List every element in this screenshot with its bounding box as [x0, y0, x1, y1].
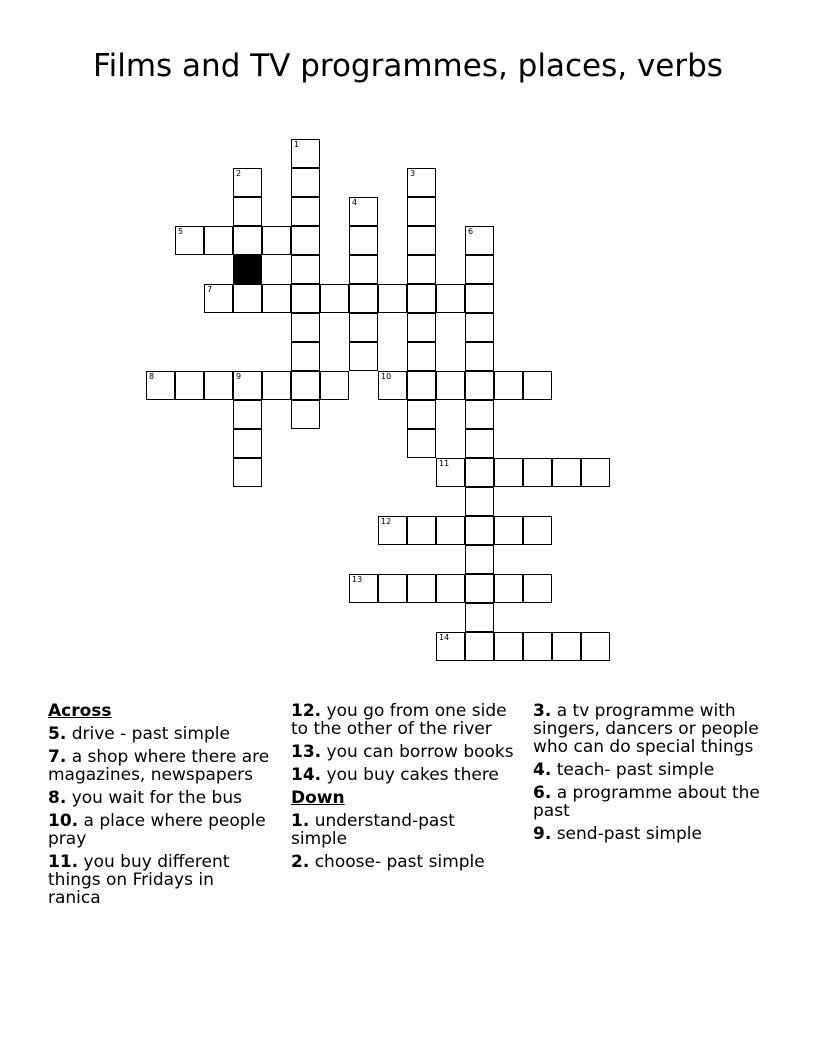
- grid-cell[interactable]: [291, 255, 320, 284]
- grid-cell[interactable]: [523, 516, 552, 545]
- clue-text: a shop where there are magazines, newspapers: [48, 747, 270, 785]
- grid-cell[interactable]: [436, 371, 465, 400]
- grid-cell[interactable]: [436, 632, 465, 661]
- cell-number: 2: [236, 169, 242, 178]
- cell-number: 10: [381, 372, 392, 381]
- grid-cell[interactable]: [407, 284, 436, 313]
- cell-number: 4: [352, 198, 358, 207]
- grid-cell[interactable]: [233, 168, 262, 197]
- clue-item: [291, 812, 516, 848]
- clue-item: [291, 853, 516, 871]
- grid-cell[interactable]: [465, 226, 494, 255]
- clue-number: 5.: [48, 724, 67, 744]
- clue-column-2: [291, 702, 516, 876]
- grid-cell[interactable]: [378, 371, 407, 400]
- grid-cell[interactable]: [465, 632, 494, 661]
- cell-number: 6: [468, 227, 474, 236]
- grid-cell[interactable]: [465, 284, 494, 313]
- clue-item: [533, 784, 768, 820]
- clue-number: 6.: [533, 783, 552, 803]
- clue-text: understand-past simple: [291, 811, 455, 849]
- clue-number: 1.: [291, 811, 310, 831]
- cell-number: 1: [294, 140, 300, 149]
- grid-cell[interactable]: [552, 458, 581, 487]
- grid-cell[interactable]: [291, 400, 320, 429]
- grid-cell[interactable]: [407, 313, 436, 342]
- clue-number: 13.: [291, 742, 322, 762]
- grid-cell[interactable]: [465, 545, 494, 574]
- cell-number: 7: [207, 285, 213, 294]
- grid-cell[interactable]: [436, 574, 465, 603]
- grid-cell[interactable]: [349, 574, 378, 603]
- across-header: Across: [48, 701, 112, 721]
- clue-number: 2.: [291, 852, 310, 872]
- grid-cell[interactable]: [291, 168, 320, 197]
- cell-number: 13: [352, 575, 363, 584]
- grid-cell[interactable]: [349, 226, 378, 255]
- grid-cell[interactable]: [581, 458, 610, 487]
- grid-cell[interactable]: [407, 197, 436, 226]
- grid-cell[interactable]: [204, 371, 233, 400]
- grid-cell[interactable]: [233, 400, 262, 429]
- clue-item: [48, 725, 270, 743]
- grid-cell[interactable]: [407, 226, 436, 255]
- clue-number: 12.: [291, 701, 322, 721]
- grid-cell[interactable]: [523, 458, 552, 487]
- grid-cell[interactable]: [465, 516, 494, 545]
- grid-cell[interactable]: [465, 255, 494, 284]
- grid-cell[interactable]: [465, 400, 494, 429]
- cell-number: 12: [381, 517, 392, 526]
- grid-cell[interactable]: [233, 429, 262, 458]
- clue-column-3: [533, 702, 768, 848]
- clue-text: teach- past simple: [551, 760, 715, 780]
- grid-cell[interactable]: [204, 284, 233, 313]
- grid-cell[interactable]: [349, 342, 378, 371]
- grid-cell[interactable]: [262, 371, 291, 400]
- grid-cell[interactable]: [262, 226, 291, 255]
- grid-cell[interactable]: [494, 632, 523, 661]
- clue-number: 11.: [48, 852, 79, 872]
- clue-item: [291, 743, 516, 761]
- clue-text: a tv programme with singers, dancers or people who can do special things: [533, 701, 759, 757]
- clue-item: [48, 853, 270, 907]
- grid-cell[interactable]: [494, 516, 523, 545]
- cell-number: 8: [149, 372, 155, 381]
- grid-cell[interactable]: [465, 429, 494, 458]
- grid-cell[interactable]: [378, 574, 407, 603]
- grid-cell[interactable]: [320, 284, 349, 313]
- across-clue-list-continued: [291, 702, 516, 784]
- grid-cell[interactable]: [349, 313, 378, 342]
- clue-item: [533, 761, 768, 779]
- clue-item: [533, 825, 768, 843]
- clue-number: 8.: [48, 788, 67, 808]
- clue-number: 4.: [533, 760, 552, 780]
- down-clue-list-continued: [533, 702, 768, 843]
- clue-number: 9.: [533, 824, 552, 844]
- grid-cell[interactable]: [378, 284, 407, 313]
- clue-text: a place where people pray: [48, 811, 266, 849]
- grid-cell[interactable]: [233, 197, 262, 226]
- grid-cell[interactable]: [349, 197, 378, 226]
- grid-cell[interactable]: [465, 603, 494, 632]
- down-header: Down: [291, 788, 345, 808]
- clue-number: 10.: [48, 811, 79, 831]
- clue-text: you can borrow books: [321, 742, 514, 762]
- grid-cell[interactable]: [523, 371, 552, 400]
- grid-cell[interactable]: [320, 371, 349, 400]
- clue-item: [48, 789, 270, 807]
- clue-text: you go from one side to the other of the river: [291, 701, 507, 739]
- grid-cell[interactable]: [407, 168, 436, 197]
- clue-item: [48, 812, 270, 848]
- clue-item: [48, 748, 270, 784]
- clue-item: [533, 702, 768, 756]
- grid-cell[interactable]: [436, 284, 465, 313]
- grid-cell[interactable]: [523, 632, 552, 661]
- clue-number: 14.: [291, 765, 322, 785]
- page-title: Films and TV programmes, places, verbs: [93, 48, 723, 84]
- grid-cell[interactable]: [291, 284, 320, 313]
- grid-cell[interactable]: [175, 226, 204, 255]
- grid-cell[interactable]: [233, 284, 262, 313]
- grid-cell[interactable]: [291, 139, 320, 168]
- grid-cell[interactable]: [204, 226, 233, 255]
- grid-cell[interactable]: [465, 313, 494, 342]
- grid-cell[interactable]: [552, 632, 581, 661]
- grid-cell[interactable]: [407, 400, 436, 429]
- grid-cell[interactable]: [494, 371, 523, 400]
- cell-number: 14: [439, 633, 450, 642]
- cell-number: 9: [236, 372, 242, 381]
- grid-cell[interactable]: [233, 458, 262, 487]
- clue-text: you buy different things on Fridays in ranica: [48, 852, 230, 908]
- grid-cell[interactable]: [436, 516, 465, 545]
- grid-cell[interactable]: [349, 255, 378, 284]
- grid-cell[interactable]: [465, 342, 494, 371]
- grid-cell[interactable]: [407, 574, 436, 603]
- grid-cell[interactable]: [407, 255, 436, 284]
- clue-text: send-past simple: [551, 824, 702, 844]
- clue-text: drive - past simple: [66, 724, 230, 744]
- grid-cell[interactable]: [146, 371, 175, 400]
- cell-number: 11: [439, 459, 450, 468]
- cell-number: 5: [178, 227, 184, 236]
- down-clue-list: [291, 812, 516, 871]
- grid-cell[interactable]: [494, 458, 523, 487]
- clue-number: 7.: [48, 747, 67, 767]
- grid-cell[interactable]: [465, 487, 494, 516]
- black-cell: [233, 255, 262, 284]
- grid-cell[interactable]: [465, 574, 494, 603]
- clue-column-1: [48, 702, 270, 912]
- grid-cell[interactable]: [523, 574, 552, 603]
- across-clue-list: [48, 725, 270, 907]
- grid-cell[interactable]: [436, 458, 465, 487]
- grid-cell[interactable]: [407, 429, 436, 458]
- clue-text: choose- past simple: [309, 852, 485, 872]
- grid-cell[interactable]: [262, 284, 291, 313]
- clue-item: [291, 766, 516, 784]
- grid-cell[interactable]: [378, 516, 407, 545]
- grid-cell[interactable]: [407, 371, 436, 400]
- grid-cell[interactable]: [291, 226, 320, 255]
- grid-cell[interactable]: [465, 371, 494, 400]
- clue-item: [291, 702, 516, 738]
- grid-cell[interactable]: [494, 574, 523, 603]
- grid-cell[interactable]: [465, 458, 494, 487]
- clue-text: you buy cakes there: [321, 765, 499, 785]
- grid-cell[interactable]: [349, 284, 378, 313]
- grid-cell[interactable]: [407, 342, 436, 371]
- clue-text: a programme about the past: [533, 783, 760, 821]
- grid-cell[interactable]: [291, 197, 320, 226]
- grid-cell[interactable]: [291, 371, 320, 400]
- grid-cell[interactable]: [407, 516, 436, 545]
- clue-number: 3.: [533, 701, 552, 721]
- grid-cell[interactable]: [175, 371, 204, 400]
- grid-cell[interactable]: [291, 342, 320, 371]
- grid-cell[interactable]: [581, 632, 610, 661]
- grid-cell[interactable]: [233, 371, 262, 400]
- clue-text: you wait for the bus: [66, 788, 242, 808]
- grid-cell[interactable]: [233, 226, 262, 255]
- cell-number: 3: [410, 169, 416, 178]
- grid-cell[interactable]: [291, 313, 320, 342]
